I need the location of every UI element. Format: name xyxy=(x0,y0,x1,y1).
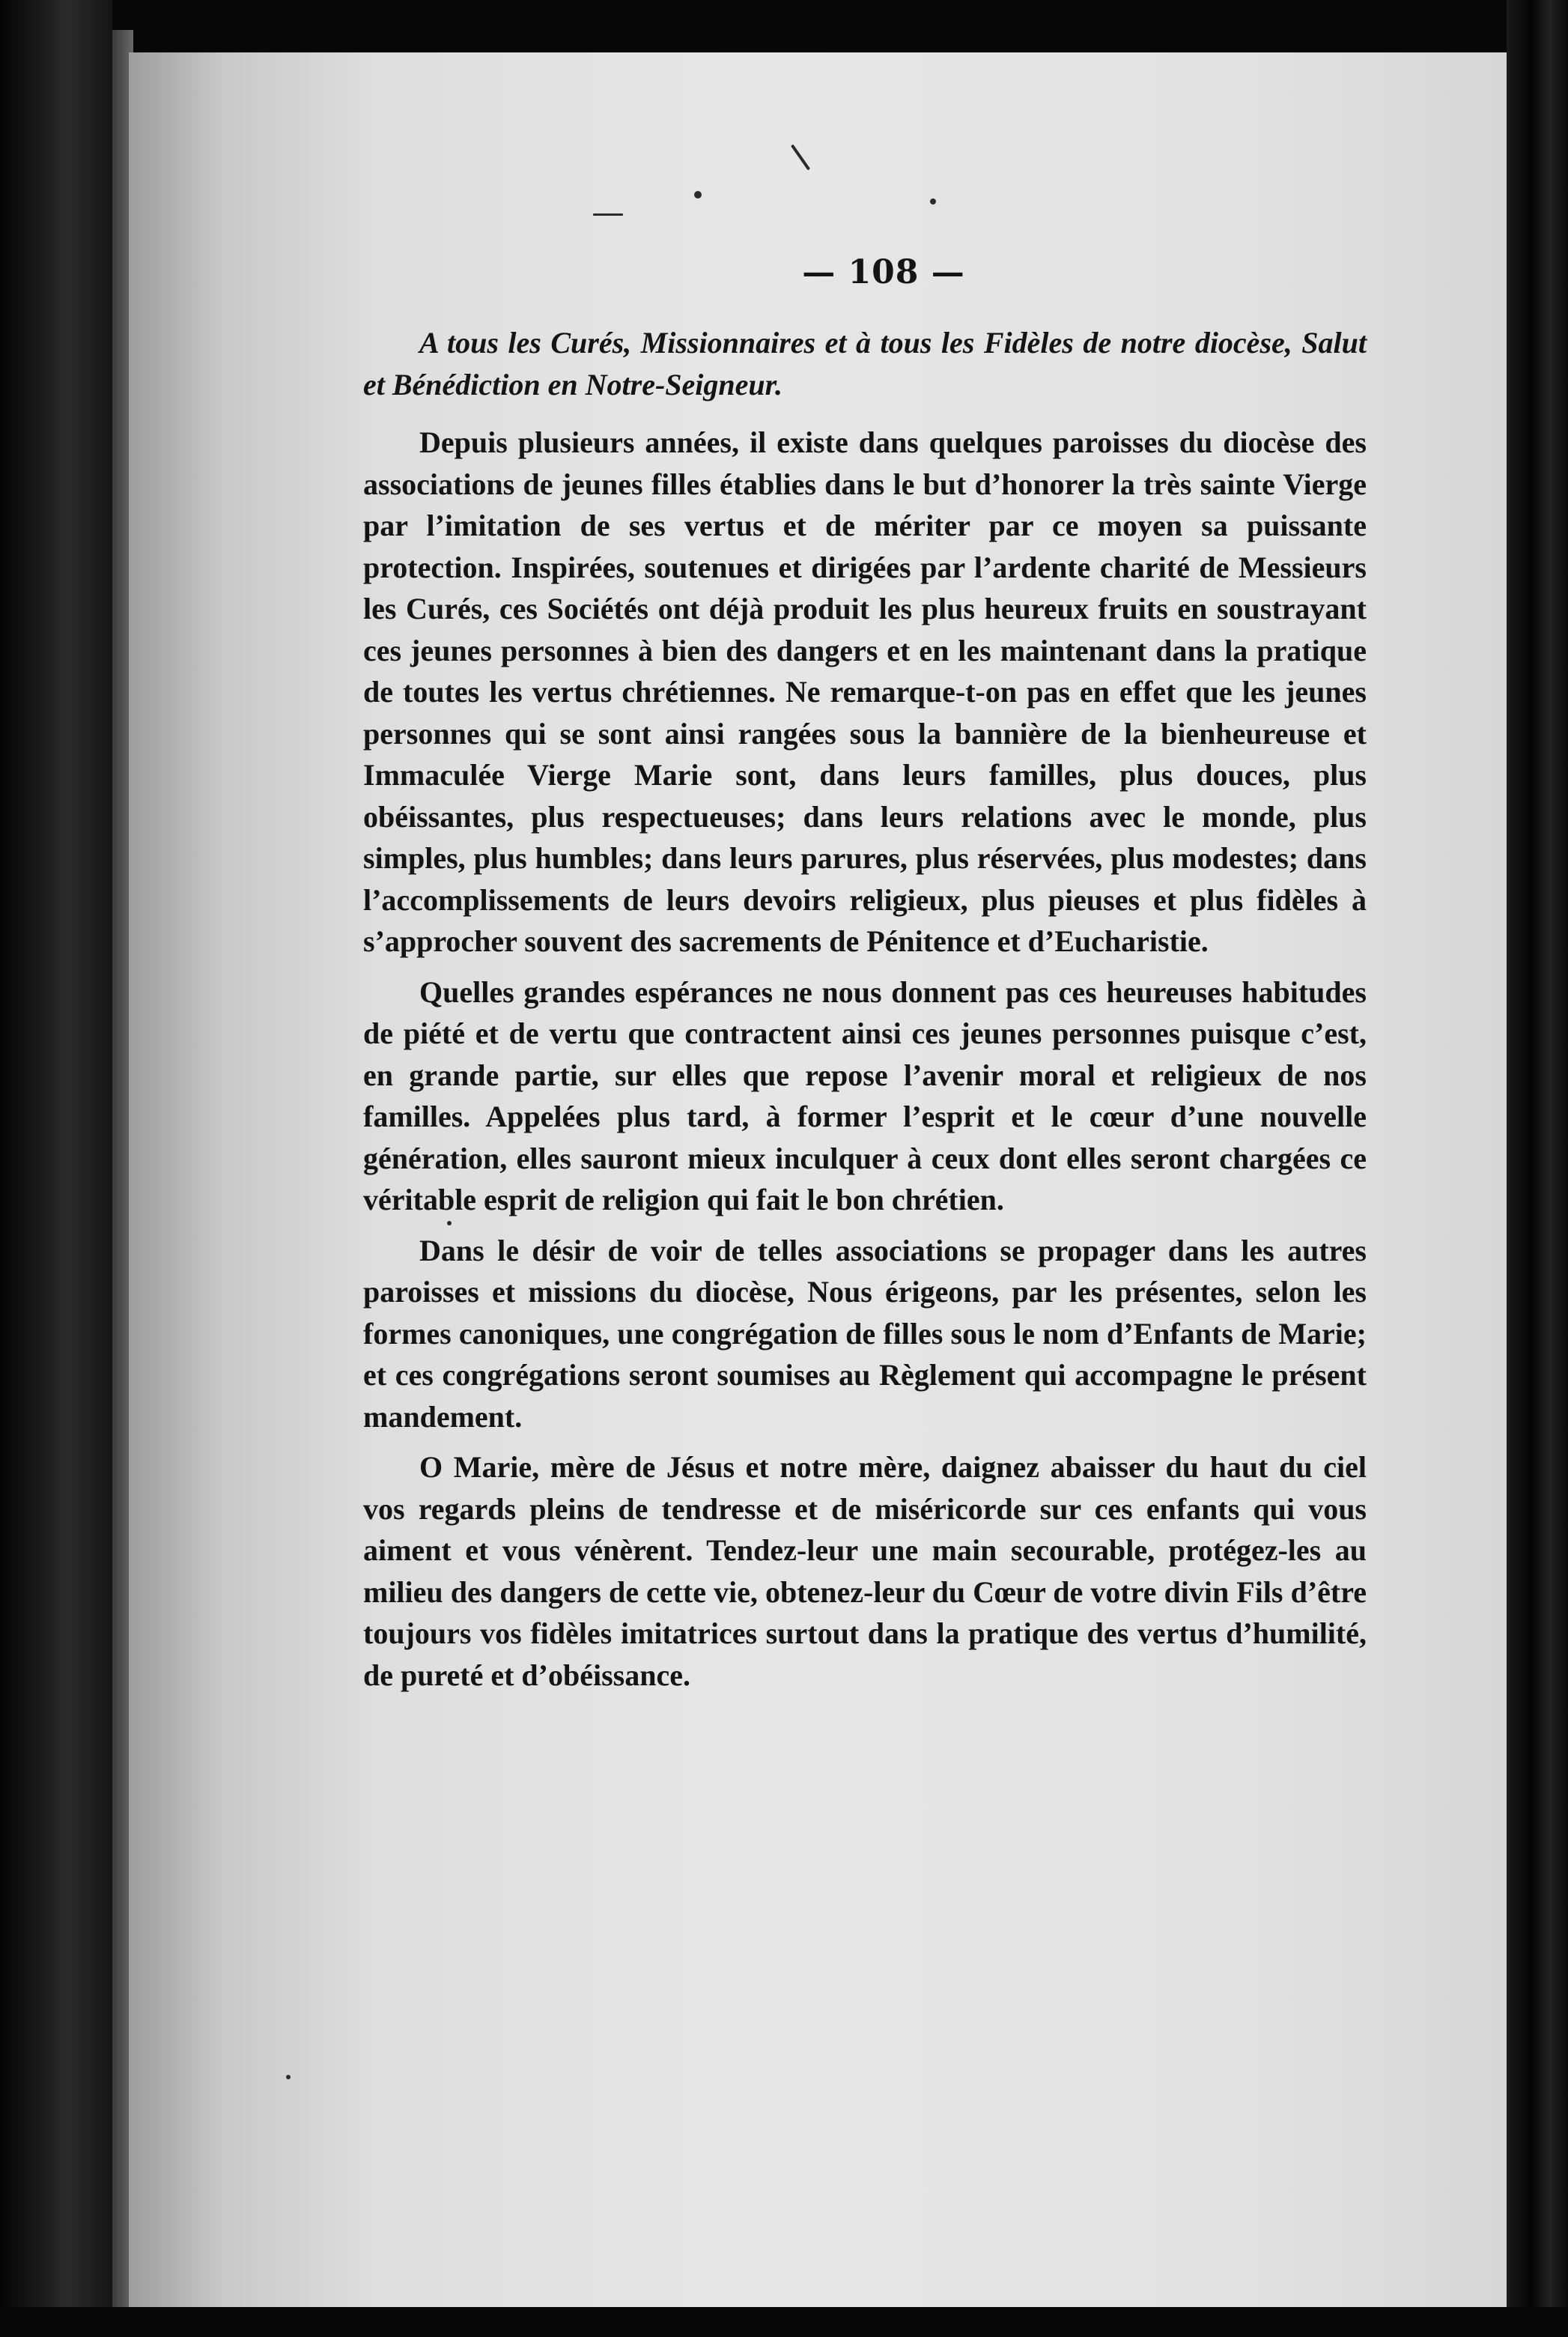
scan-speck xyxy=(593,213,623,216)
scan-speck xyxy=(694,191,702,198)
salutation: A tous les Curés, Missionnaires et à tous les Fidèles de notre diocèse, Salut et Bénédiction en Notre-Seigneur. xyxy=(363,326,1367,401)
paragraph: Depuis plusieurs années, il existe dans quelques paroisses du diocèse des associations de jeunes filles établies dans le but d’honorer la très sainte Vierge par l’imitation de ses vertus et de mériter par ce moyen sa puissante protection. Inspirées, soutenues et dirigées par l’ardente charité de Messieurs les Curés, ces Sociétés ont déjà produit les plus heureux fruits en soustrayant ces jeunes personnes à bien des dangers et en les maintenant dans la pratique de toutes les vertus chrétiennes. Ne remarque-t-on pas en effet que les jeunes personnes qui se sont ainsi rangées sous la bannière de la bienheureuse et Immaculée Vierge Marie sont, dans leurs familles, plus douces, plus obéissantes, plus respectueuses; dans leurs relations avec le monde, plus simples, plus humbles; dans leurs parures, plus réservées, plus modestes; dans l’accomplissements de leurs devoirs religieux, plus pieuses et plus fidèles à s’approcher souvent des sacrements de Pénitence et d’Eucharistie. xyxy=(363,425,1367,958)
scan-right-border xyxy=(1507,0,1568,2337)
scan-bottom-border xyxy=(0,2307,1568,2337)
paragraph: Dans le désir de voir de telles associations se propager dans les autres paroisses et missions du diocèse, Nous érigeons, par les présentes, selon les formes canoniques, une congrégation de filles sous le nom d’Enfants de Marie; et ces congrégations seront soumises au Règlement qui accompagne le présent mandement. xyxy=(363,1233,1367,1434)
paragraph: Quelles grandes espérances ne nous donnent pas ces heureuses habitudes de piété et de vertu que contractent ainsi ces jeunes personnes puisque c’est, en grande partie, sur elles que repose l’avenir moral et religieux de nos familles. Appelées plus tard, à former l’esprit et le cœur d’une nouvelle génération, elles sauront mieux inculquer à ceux dont elles seront chargées ce véritable esprit de religion qui fait le bon chrétien. xyxy=(363,974,1367,1216)
page-body xyxy=(363,322,1367,1705)
scan-speck xyxy=(791,144,810,170)
scan-speck xyxy=(286,2075,291,2079)
book-binding xyxy=(0,0,112,2337)
scan-top-border xyxy=(0,0,1568,52)
paragraph: O Marie, mère de Jésus et notre mère, daignez abaisser du haut du ciel vos regards pleins de tendresse et de miséricorde sur ces enfants qui vous aiment et vous vénèrent. Tendez-leur une main secourable, protégez-les au milieu des dangers de cette vie, obtenez-leur du Cœur de votre divin Fils d’être toujours vos fidèles imitatrices surtout dans la pratique des vertus d’humilité, de pureté et d’obéissance. xyxy=(363,1450,1367,1692)
scan-speck xyxy=(930,198,936,204)
page-number: — 108 — xyxy=(802,253,965,291)
